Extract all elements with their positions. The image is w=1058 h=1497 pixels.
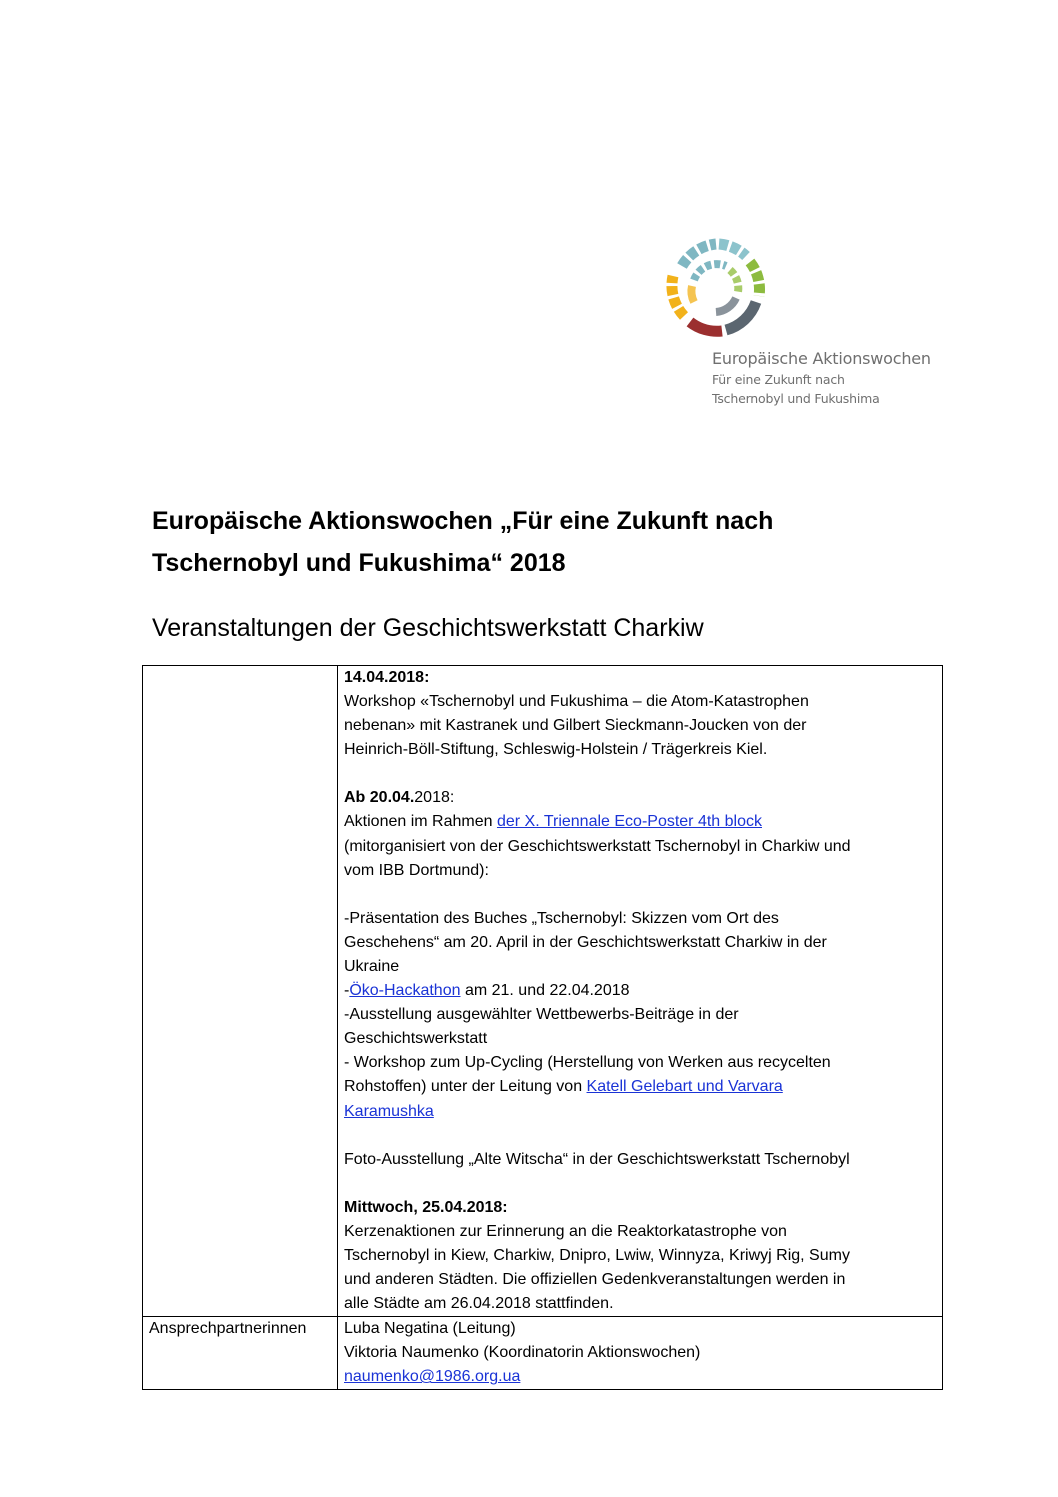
event-text (344, 810, 936, 834)
leaders-link[interactable]: Katell Gelebart und Varvara (586, 1078, 783, 1096)
event-text: Foto-Ausstellung „Alte Witscha“ in der Geschichtswerkstatt Tschernobyl (344, 1150, 850, 1168)
title-line-2: Tschernobyl und Fukushima“ 2018 (152, 549, 566, 577)
event-text: Ukraine (344, 957, 400, 975)
logo-segment-teal (682, 244, 716, 266)
document-title (152, 500, 912, 584)
logo-text (712, 348, 931, 408)
event-text: -Präsentation des Buches „Tschernobyl: Skizzen vom Ort des (344, 909, 779, 927)
logo-ring-icon (664, 236, 768, 340)
contact-email-link[interactable]: naumenko@1986.org.ua (344, 1368, 521, 1386)
logo-segment-red (690, 322, 722, 331)
event-date: Mittwoch, 25.04.2018: (344, 1198, 508, 1216)
event-date: 14.04.2018: (344, 669, 430, 686)
leaders-link-continued[interactable]: Karamushka (344, 1102, 434, 1120)
event-text: Geschichtswerkstatt (344, 1030, 488, 1048)
event-text: Workshop «Tschernobyl und Fukushima – die Atom-Katastrophen (344, 693, 809, 711)
logo-line-3: Tschernobyl und Fukushima (712, 391, 880, 406)
events-row (143, 666, 943, 1317)
event-text (344, 979, 936, 1003)
event-text-prefix: Rohstoffen) unter der Leitung von (344, 1078, 587, 1096)
event-text: vom IBB Dortmund): (344, 861, 489, 879)
contact-person: Viktoria Naumenko (Koordinatorin Aktionswochen) (344, 1344, 701, 1362)
event-text: und anderen Städten. Die offiziellen Gedenkveranstaltungen werden in (344, 1270, 846, 1288)
event-text-prefix: Aktionen im Rahmen (344, 813, 497, 831)
logo-inner-orange (691, 286, 694, 302)
logo-inner-green (730, 270, 738, 292)
title-line-1: Europäische Aktionswochen „Für eine Zukunft nach (152, 507, 774, 535)
event-text: - Workshop zum Up-Cycling (Herstellung von Werken aus recycelten (344, 1054, 831, 1072)
document-subtitle: Veranstaltungen der Geschichtswerkstatt Charkiw (152, 614, 704, 642)
hackathon-link[interactable]: Öko-Hackathon (349, 982, 461, 1000)
contact-person: Luba Negatina (Leitung) (344, 1320, 516, 1338)
event-text (344, 1100, 936, 1124)
event-text: Geschehens“ am 20. April in der Geschichtswerkstatt Charkiw in der (344, 933, 827, 951)
event-text: alle Städte am 26.04.2018 stattfinden. (344, 1295, 614, 1313)
logo-inner-grey (716, 298, 736, 312)
contacts-label: Ansprechpartnerinnen (143, 1317, 338, 1390)
event-text: -Ausstellung ausgewählter Wettbewerbs-Beiträge in der (344, 1006, 739, 1024)
event-text: nebenan» mit Kastranek und Gilbert Sieckmann-Joucken von der (344, 717, 807, 735)
contact-email-line (344, 1365, 936, 1389)
logo-segment-orange (672, 276, 684, 316)
contacts-cell (338, 1317, 943, 1390)
logo (660, 236, 960, 416)
event-text-rest: am 21. und 22.04.2018 (460, 982, 630, 1000)
event-date-bold: Ab 20.04. (344, 789, 415, 807)
event-date-rest: 2018: (414, 789, 455, 807)
event-text: Tschernobyl in Kiew, Charkiw, Dnipro, Lwiw, Winnyza, Kriwyj Rig, Sumy (344, 1246, 850, 1264)
logo-line-2: Für eine Zukunft nach (712, 372, 845, 387)
event-text (344, 1075, 936, 1099)
events-label-cell (143, 666, 338, 1317)
events-table (142, 665, 943, 1390)
triennale-link[interactable]: der X. Triennale Eco-Poster 4th block (496, 813, 762, 831)
events-content-cell (338, 666, 943, 1317)
event-text-prefix: - (344, 982, 350, 1000)
logo-inner-teal (694, 264, 726, 280)
event-text: (mitorganisiert von der Geschichtswerkstatt Tschernobyl in Charkiw und (344, 837, 851, 855)
event-text: Kerzenaktionen zur Erinnerung an die Reaktorkatastrophe von (344, 1222, 787, 1240)
contacts-row (143, 1317, 943, 1390)
event-date (344, 786, 936, 810)
logo-line-1: Europäische Aktionswochen (712, 349, 931, 368)
event-text: Heinrich-Böll-Stiftung, Schleswig-Holstein / Trägerkreis Kiel. (344, 741, 768, 759)
logo-segment-green (750, 262, 760, 296)
logo-segment-teal-2 (719, 244, 746, 256)
